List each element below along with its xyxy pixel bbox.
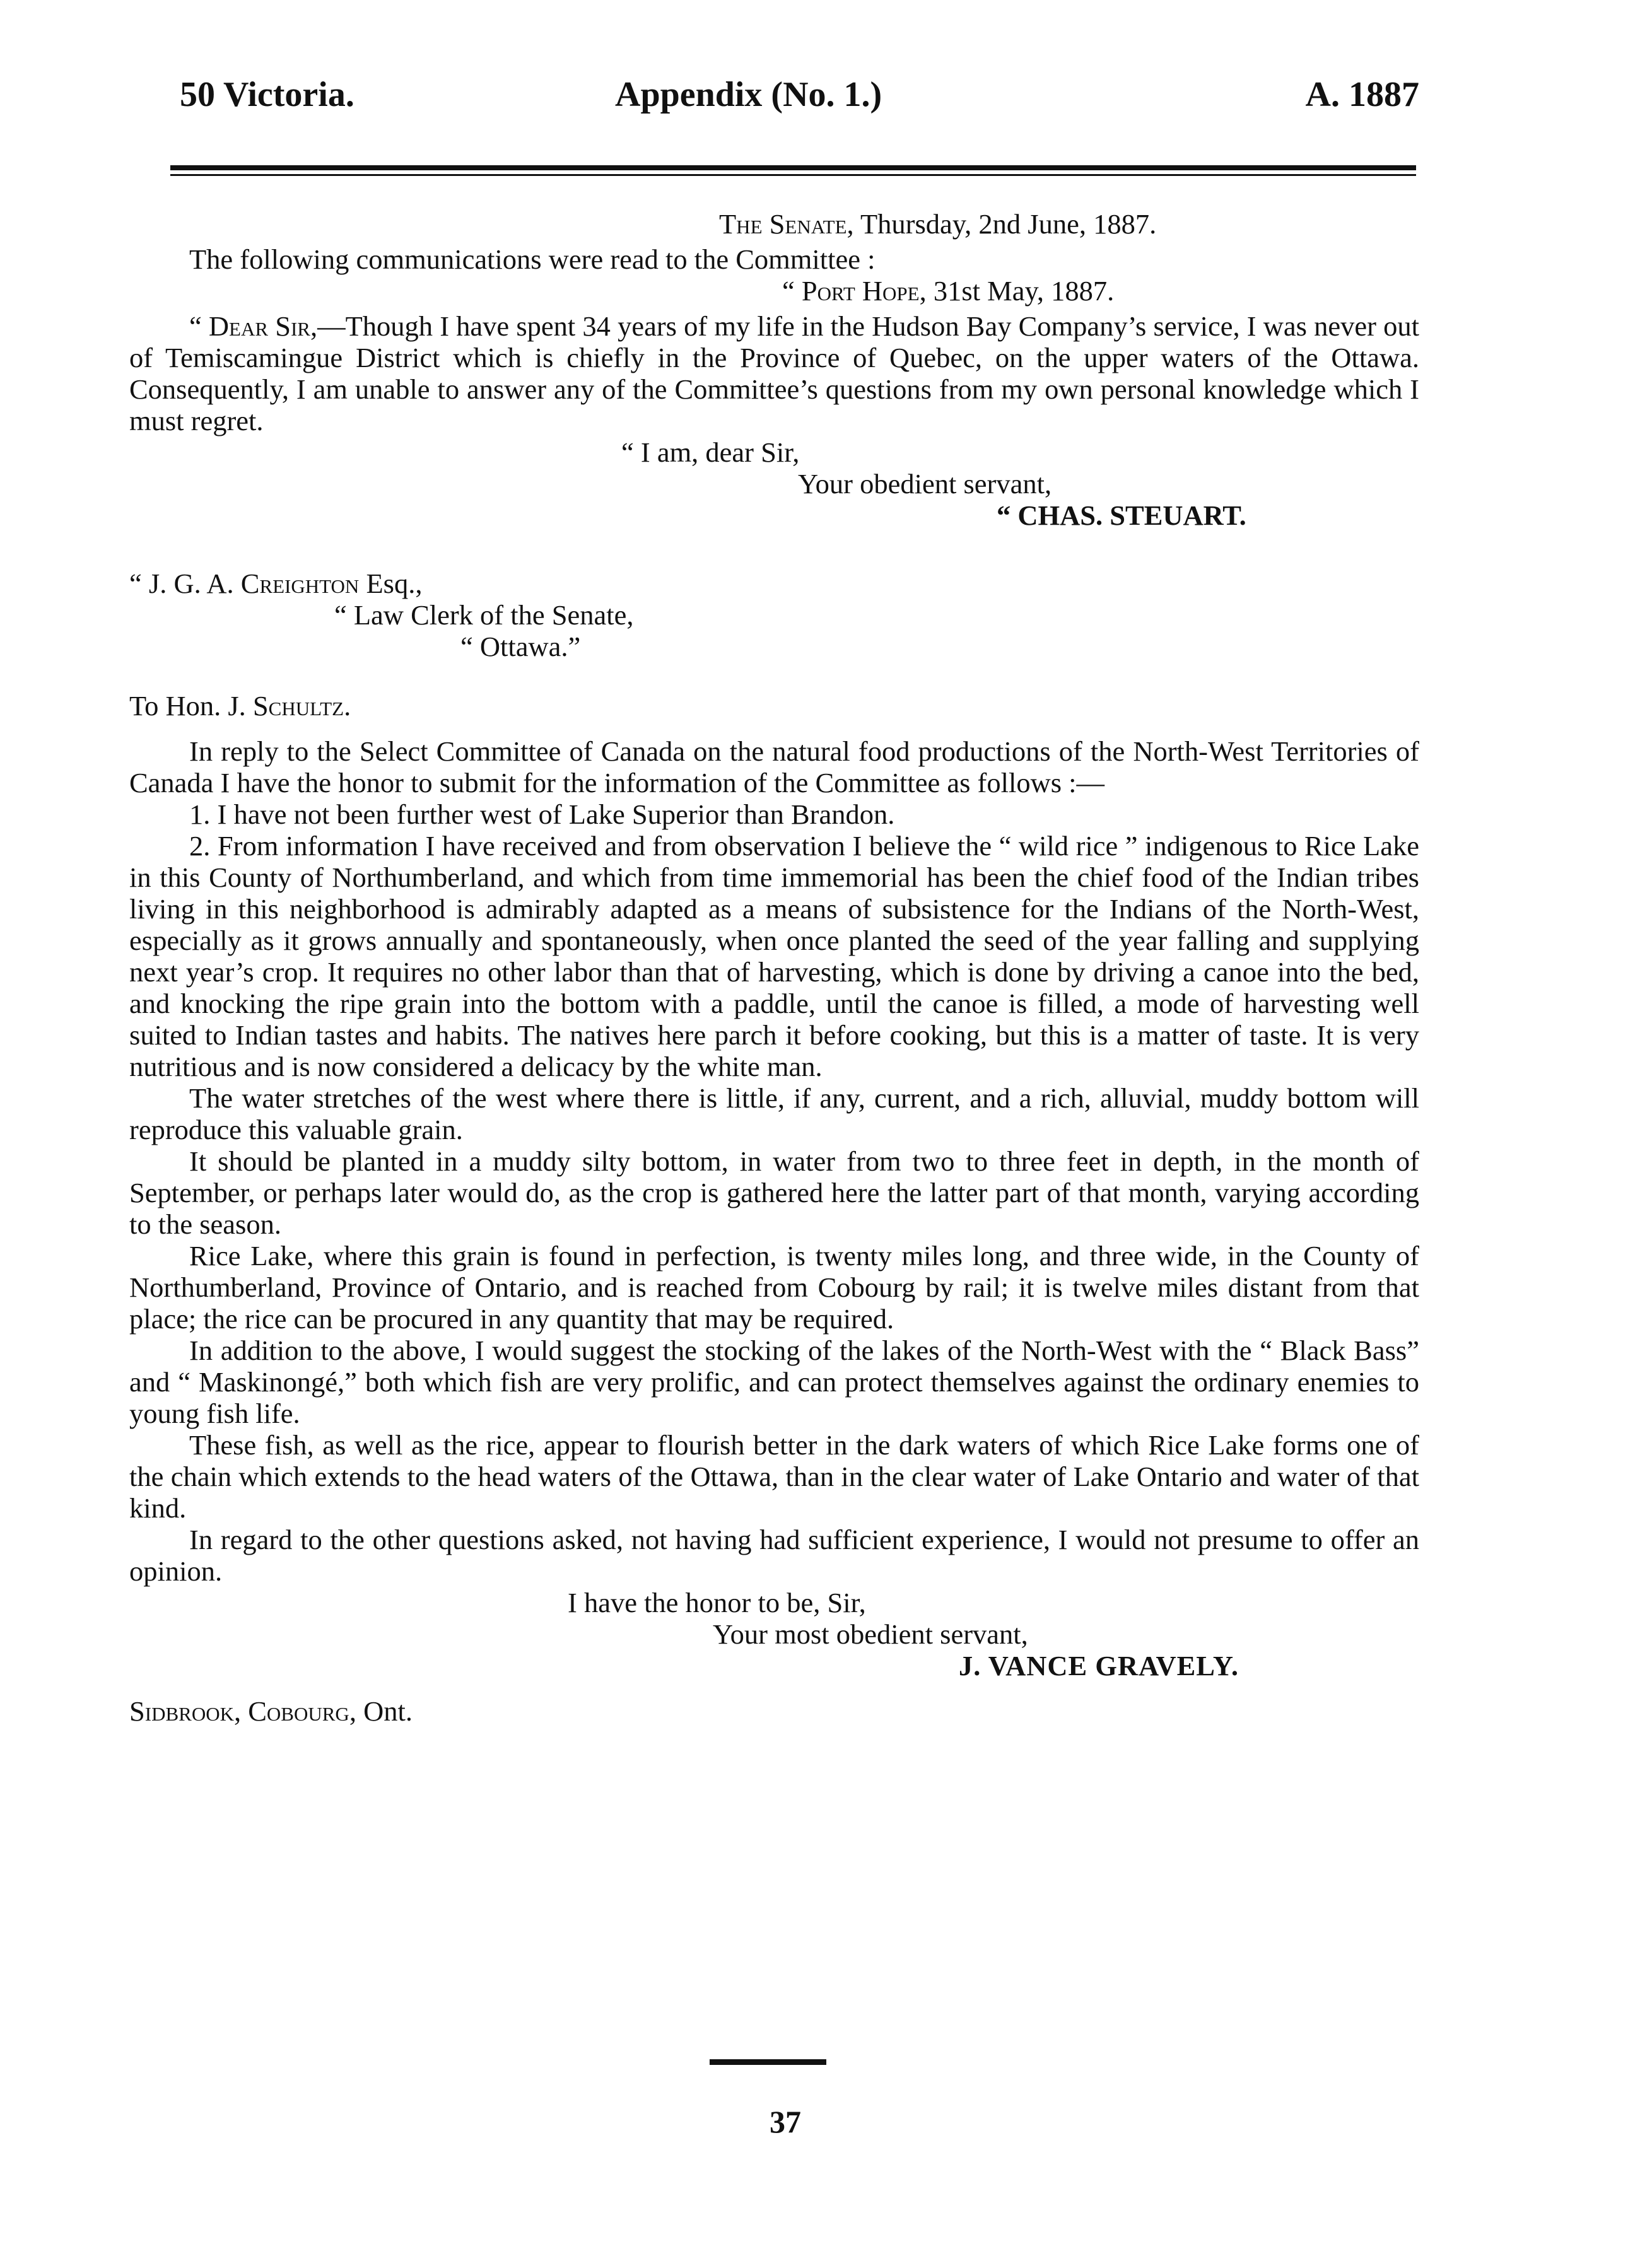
- letter2-paragraph: The water stretches of the west where there is little, if any, current, and a rich, alluvial, muddy bottom will reproduce this valuable grain.: [129, 1082, 1419, 1145]
- letter1-body: [129, 310, 1419, 436]
- header-session: 50 Victoria.: [180, 75, 354, 114]
- letter2-closing-2: Your most obedient servant,: [713, 1618, 1028, 1650]
- header-rule-thin: [170, 174, 1416, 176]
- recipient-prefix: To Hon. J.: [129, 690, 253, 722]
- addressee-suffix: Esq.,: [359, 568, 423, 599]
- header-year: A. 1887: [1305, 75, 1419, 114]
- letter1-signature: “ CHAS. STEUART.: [997, 500, 1246, 531]
- letter1-addressee: [129, 568, 1419, 599]
- letter2-closing-1: I have the honor to be, Sir,: [568, 1587, 866, 1618]
- letter2-signature: J. VANCE GRAVELY.: [959, 1650, 1239, 1681]
- letter2-paragraph: It should be planted in a muddy silty bottom, in water from two to three feet in depth, in the month of September, or perhaps later would do, as the crop is gathered here the latter part of that month, varying according to the season.: [129, 1145, 1419, 1240]
- letter1-address-2: “ Law Clerk of the Senate,: [334, 599, 634, 631]
- letter2-place: [129, 1695, 1419, 1727]
- letter2-paragraph: These fish, as well as the rice, appear to flourish better in the dark waters of which Rice Lake forms one of the chain which extends to the head waters of the Ottawa, than in the clear water of Lake Ontario and water of that kind.: [129, 1429, 1419, 1524]
- letter1-text: ,—Though I have spent 34 years of my life in the Hudson Bay Company’s service, I was never out of Temiscamingue District which is chiefly in the Province of Quebec, on the upper waters of the Ottawa. Consequently, I am unable to answer any of the Committee’s questions from my own personal knowledge which I must regret.: [129, 310, 1420, 436]
- senate-dateline: [129, 208, 1419, 240]
- place-province: , Ont.: [349, 1695, 413, 1727]
- letter2-paragraph: In addition to the above, I would suggest the stocking of the lakes of the North-West with the “ Black Bass” and “ Maskinongé,” both which fish are very prolific, and can protect themselves against the ordinary enemies to young fish life.: [129, 1335, 1419, 1429]
- place-name: Sidbrook, Cobourg: [129, 1695, 349, 1727]
- page-number: 37: [770, 2104, 801, 2139]
- letter2-paragraph: 1. I have not been further west of Lake Superior than Brandon.: [189, 798, 895, 830]
- addressee-initials: “ J. G. A.: [129, 568, 241, 599]
- footer-rule: [710, 2059, 826, 2065]
- senate-date: , Thursday, 2nd June, 1887.: [846, 208, 1157, 240]
- letter1-address-3: “ Ottawa.”: [460, 631, 581, 662]
- document-body: [129, 208, 1419, 1727]
- letter1-salutation: “ Dear Sir: [189, 310, 310, 342]
- header-rule: [170, 165, 1416, 170]
- letter2-paragraph: 2. From information I have received and from observation I believe the “ wild rice ” indigenous to Rice Lake in this County of Northumberland, and which from time immemorial has been the chief food of the Indian tribes living in this neighborhood is admirably adapted as a means of subsistence for the Indians of the North-West, especially as it grows annually and spontaneously, when once planted the seed of the year falling and supplying next year’s crop. It requires no other labor than that of harvesting, which is done by driving a canoe into the bed, and knocking the ripe grain into the bottom with a paddle, until the canoe is filled, a mode of harvesting well suited to Indian tastes and habits. The natives here parch it before cooking, but this is a matter of taste. It is very nutritious and is now considered a delicacy by the white man.: [129, 830, 1419, 1082]
- letter1-closing-1: “ I am, dear Sir,: [621, 436, 800, 468]
- running-header: [180, 74, 1419, 125]
- recipient-surname: Schultz: [252, 690, 344, 722]
- header-appendix: Appendix (No. 1.): [615, 75, 882, 114]
- recipient-suffix: .: [344, 690, 351, 722]
- letter1-dateline: [129, 275, 1419, 307]
- intro-line: The following communications were read to the Committee :: [189, 243, 876, 275]
- addressee-surname: Creighton: [240, 568, 360, 599]
- letter1-closing-2: Your obedient servant,: [798, 468, 1052, 500]
- letter1-place: “ Port Hope: [782, 275, 920, 307]
- letter2-paragraph: Rice Lake, where this grain is found in perfection, is twenty miles long, and three wide, in the County of Northumberland, Province of Ontario, and is reached from Cobourg by rail; it is twelve miles distant from that place; the rice can be procured in any quantity that may be required.: [129, 1240, 1419, 1335]
- letter2-paragraph: In reply to the Select Committee of Canada on the natural food productions of the North-West Territories of Canada I have the honor to submit for the information of the Committee as follows :—: [129, 735, 1419, 798]
- senate-label: The Senate: [719, 208, 847, 240]
- letter2-recipient: [129, 690, 1419, 722]
- letter2-paragraph: In regard to the other questions asked, not having had sufficient experience, I would not presume to offer an opinion.: [129, 1524, 1419, 1587]
- letter1-date: , 31st May, 1887.: [919, 275, 1115, 307]
